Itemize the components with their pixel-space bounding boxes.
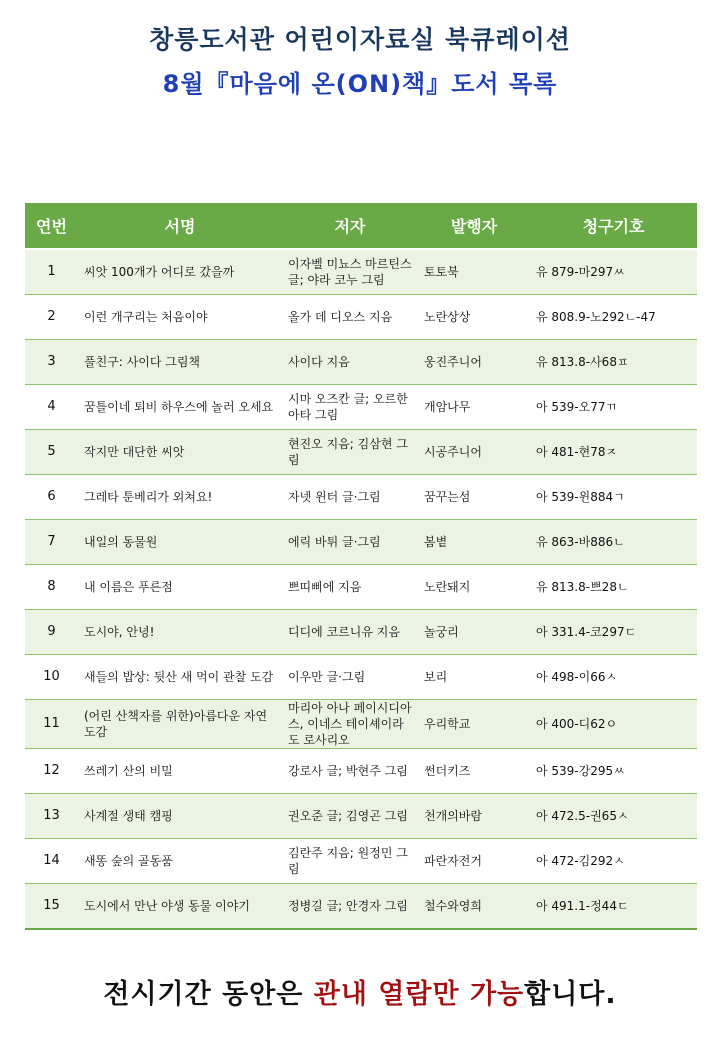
cell-author: 이자벨 미뇨스 마르틴스 글; 야라 코누 그림 <box>282 249 418 295</box>
cell-number: 10 <box>25 655 78 700</box>
cell-title: 작지만 대단한 씨앗 <box>78 430 282 475</box>
cell-title: 도시야, 안녕! <box>78 610 282 655</box>
cell-title: 이런 개구리는 처음이야 <box>78 295 282 340</box>
cell-publisher: 천개의바람 <box>418 794 530 839</box>
cell-number: 13 <box>25 794 78 839</box>
cell-author: 마리아 아나 페이시디아스, 이네스 테이셰이라 도 로사리오 <box>282 700 418 749</box>
cell-call-number: 아 498-이66ㅅ <box>530 655 697 700</box>
cell-number: 2 <box>25 295 78 340</box>
cell-title: 씨앗 100개가 어디로 갔을까 <box>78 249 282 295</box>
cell-title: 내일의 동물원 <box>78 520 282 565</box>
cell-number: 11 <box>25 700 78 749</box>
column-header-title: 서명 <box>78 203 282 249</box>
cell-number: 3 <box>25 340 78 385</box>
cell-title: 쓰레기 산의 비밀 <box>78 749 282 794</box>
cell-title: (어린 산책자를 위한)아름다운 자연 도감 <box>78 700 282 749</box>
cell-call-number: 아 331.4-코297ㄷ <box>530 610 697 655</box>
cell-title: 내 이름은 푸른점 <box>78 565 282 610</box>
cell-number: 14 <box>25 839 78 884</box>
cell-call-number: 아 400-디62ㅇ <box>530 700 697 749</box>
cell-publisher: 시공주니어 <box>418 430 530 475</box>
cell-number: 4 <box>25 385 78 430</box>
table-header-row <box>25 203 697 249</box>
cell-publisher: 꿈꾸는섬 <box>418 475 530 520</box>
table-row <box>25 475 697 520</box>
cell-publisher: 노란돼지 <box>418 565 530 610</box>
cell-call-number: 유 813.8-사68ㅍ <box>530 340 697 385</box>
cell-call-number: 아 491.1-정44ㄷ <box>530 884 697 930</box>
cell-call-number: 유 808.9-노292ㄴ-47 <box>530 295 697 340</box>
cell-title: 도시에서 만난 야생 동물 이야기 <box>78 884 282 930</box>
column-header-call-number: 청구기호 <box>530 203 697 249</box>
table-row <box>25 610 697 655</box>
cell-author: 디디에 코르니유 지음 <box>282 610 418 655</box>
cell-number: 6 <box>25 475 78 520</box>
cell-author: 쁘띠삐에 지음 <box>282 565 418 610</box>
column-header-author: 저자 <box>282 203 418 249</box>
cell-title: 꿈틀이네 퇴비 하우스에 놀러 오세요 <box>78 385 282 430</box>
cell-publisher: 철수와영희 <box>418 884 530 930</box>
cell-publisher: 파란자전거 <box>418 839 530 884</box>
cell-number: 8 <box>25 565 78 610</box>
cell-title: 그레타 툰베리가 외쳐요! <box>78 475 282 520</box>
cell-author: 사이다 지음 <box>282 340 418 385</box>
table-row <box>25 520 697 565</box>
cell-call-number: 유 863-바886ㄴ <box>530 520 697 565</box>
cell-publisher: 웅진주니어 <box>418 340 530 385</box>
table-row <box>25 249 697 295</box>
cell-number: 15 <box>25 884 78 930</box>
cell-number: 7 <box>25 520 78 565</box>
table-row <box>25 749 697 794</box>
notice-highlight: 관내 열람만 가능 <box>313 979 525 1010</box>
cell-call-number: 아 472.5-권65ㅅ <box>530 794 697 839</box>
cell-number: 1 <box>25 249 78 295</box>
cell-publisher: 봄볕 <box>418 520 530 565</box>
table-row <box>25 385 697 430</box>
cell-number: 9 <box>25 610 78 655</box>
cell-call-number: 아 539-오77ㄲ <box>530 385 697 430</box>
table-body <box>25 249 697 929</box>
cell-publisher: 개암나무 <box>418 385 530 430</box>
cell-author: 올가 데 디오스 지음 <box>282 295 418 340</box>
cell-author: 현진오 지음; 김삼현 그림 <box>282 430 418 475</box>
cell-publisher: 노란상상 <box>418 295 530 340</box>
page-subtitle: 8월『마음에 온(ON)책』도서 목록 <box>162 70 558 98</box>
cell-call-number: 아 481-현78ㅈ <box>530 430 697 475</box>
cell-number: 5 <box>25 430 78 475</box>
cell-publisher: 썬더키즈 <box>418 749 530 794</box>
cell-number: 12 <box>25 749 78 794</box>
table-row <box>25 430 697 475</box>
table-row <box>25 700 697 749</box>
cell-publisher: 우리학교 <box>418 700 530 749</box>
cell-call-number: 유 813.8-쁘28ㄴ <box>530 565 697 610</box>
table-row <box>25 884 697 930</box>
cell-title: 풀친구: 사이다 그림책 <box>78 340 282 385</box>
table-row <box>25 839 697 884</box>
cell-call-number: 아 539-강295ㅆ <box>530 749 697 794</box>
cell-publisher: 토토북 <box>418 249 530 295</box>
cell-author: 자넷 윈터 글·그림 <box>282 475 418 520</box>
table-row <box>25 295 697 340</box>
cell-author: 정병길 글; 안경자 그림 <box>282 884 418 930</box>
book-list-table <box>25 203 697 930</box>
cell-author: 시마 오즈칸 글; 오르한 아타 그림 <box>282 385 418 430</box>
table-row <box>25 340 697 385</box>
cell-call-number: 아 539-윈884ㄱ <box>530 475 697 520</box>
cell-author: 이우만 글·그림 <box>282 655 418 700</box>
notice-text-start: 전시기간 동안은 <box>103 979 314 1010</box>
column-header-number: 연번 <box>25 203 78 249</box>
cell-call-number: 아 472-김292ㅅ <box>530 839 697 884</box>
cell-publisher: 놀궁리 <box>418 610 530 655</box>
cell-title: 사계절 생태 캠핑 <box>78 794 282 839</box>
cell-call-number: 유 879-마297ㅆ <box>530 249 697 295</box>
table-row <box>25 794 697 839</box>
cell-publisher: 보리 <box>418 655 530 700</box>
cell-author: 권오준 글; 김영곤 그림 <box>282 794 418 839</box>
table-row <box>25 655 697 700</box>
cell-author: 김란주 지음; 원정민 그림 <box>282 839 418 884</box>
notice-text-end: 합니다. <box>524 979 617 1010</box>
cell-title: 새똥 숲의 골동품 <box>78 839 282 884</box>
cell-title: 새들의 밥상: 뒷산 새 먹이 관찰 도감 <box>78 655 282 700</box>
exhibition-notice <box>0 972 720 1011</box>
cell-author: 강로사 글; 박현주 그림 <box>282 749 418 794</box>
cell-author: 에릭 바튀 글·그림 <box>282 520 418 565</box>
column-header-publisher: 발행자 <box>418 203 530 249</box>
page-title: 창릉도서관 어린이자료실 북큐레이션 <box>149 25 571 54</box>
table-row <box>25 565 697 610</box>
